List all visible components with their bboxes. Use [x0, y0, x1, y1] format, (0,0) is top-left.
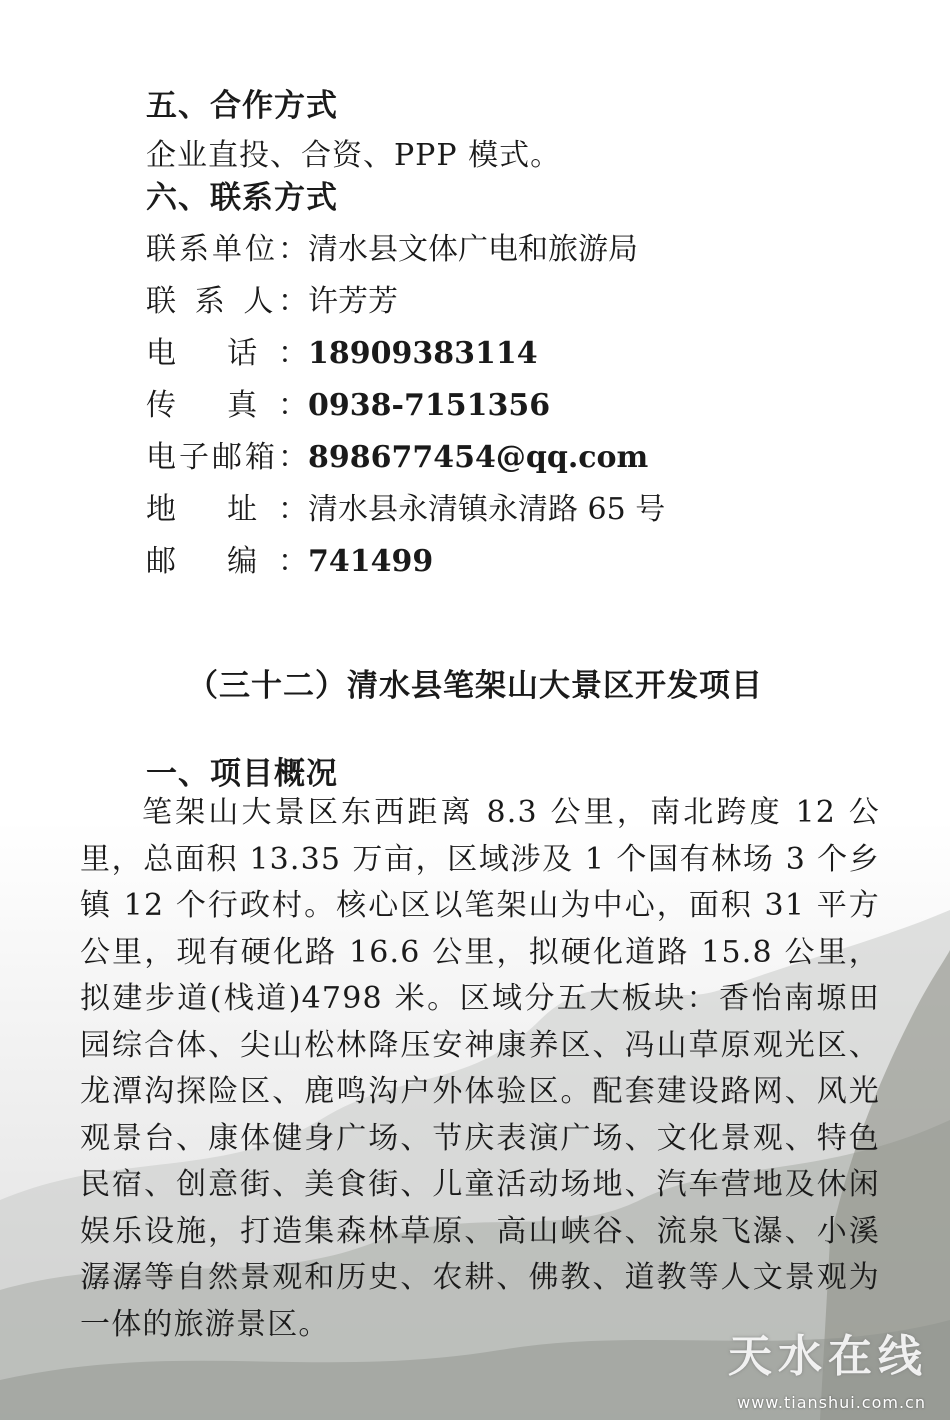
- contact-row-phone: [146, 328, 538, 372]
- contact-row-postcode: [146, 536, 433, 580]
- contact-value: 许芳芳: [308, 284, 398, 319]
- watermark-logo-text: 天水在线: [728, 1331, 928, 1382]
- contact-value: 898677454@qq.com: [308, 440, 649, 475]
- contact-label: 传 真：: [146, 388, 308, 423]
- contact-label: 联 系 人：: [146, 284, 308, 319]
- watermark-url: www.tianshui.com.cn: [737, 1393, 926, 1412]
- contact-value: 清水县文体广电和旅游局: [308, 232, 638, 267]
- contact-value: 741499: [308, 544, 434, 579]
- contact-label: 邮 编：: [146, 544, 308, 579]
- contact-value: 18909383114: [308, 336, 538, 371]
- contact-row-fax: [146, 380, 550, 424]
- overview-paragraph: [80, 790, 880, 1348]
- contact-label: 电 话：: [146, 336, 308, 371]
- section-5-text: 企业直投、合资、PPP 模式。: [146, 138, 562, 173]
- overview-heading: 一、项目概况: [146, 756, 338, 792]
- section-5-heading: 五、合作方式: [146, 88, 338, 124]
- contact-label: 地 址：: [146, 492, 308, 527]
- contact-row-address: [146, 484, 665, 528]
- contact-label: 联系单位：: [146, 232, 308, 267]
- contact-label: 电子邮箱：: [146, 440, 308, 475]
- contact-row-email: [146, 432, 648, 476]
- contact-value: 清水县永清镇永清路 65 号: [308, 492, 666, 527]
- section-6-heading: 六、联系方式: [146, 180, 338, 216]
- contact-row-person: [146, 276, 398, 320]
- project-title: （三十二）清水县笔架山大景区开发项目: [187, 668, 763, 704]
- overview-text: 笔架山大景区东西距离 8.3 公里，南北跨度 12 公里，总面积 13.35 万亩，区域涉及 1 个国有林场 3 个乡镇 12 个行政村。核心区以笔架山为中心，面积 31 平方公里，现有硬化路 16.6 公里，拟硬化道路 15.8 公里，拟建步道(栈道)4798 米。区域分五大板块：香怡南塬田园综合体、尖山松林降压安神康养区、冯山草原观光区、龙潭沟探险区、鹿鸣沟户外体验区。配套建设路网、风光观景台、康体健身广场、节庆表演广场、文化景观、特色民宿、创意街、美食街、儿童活动场地、汽车营地及休闲娱乐设施，打造集森林草原、高山峡谷、流泉飞瀑、小溪潺潺等自然景观和历史、农耕、佛教、道教等人文景观为一体的旅游景区。: [80, 795, 880, 1342]
- contact-row-unit: [146, 224, 638, 268]
- contact-value: 0938-7151356: [308, 388, 551, 423]
